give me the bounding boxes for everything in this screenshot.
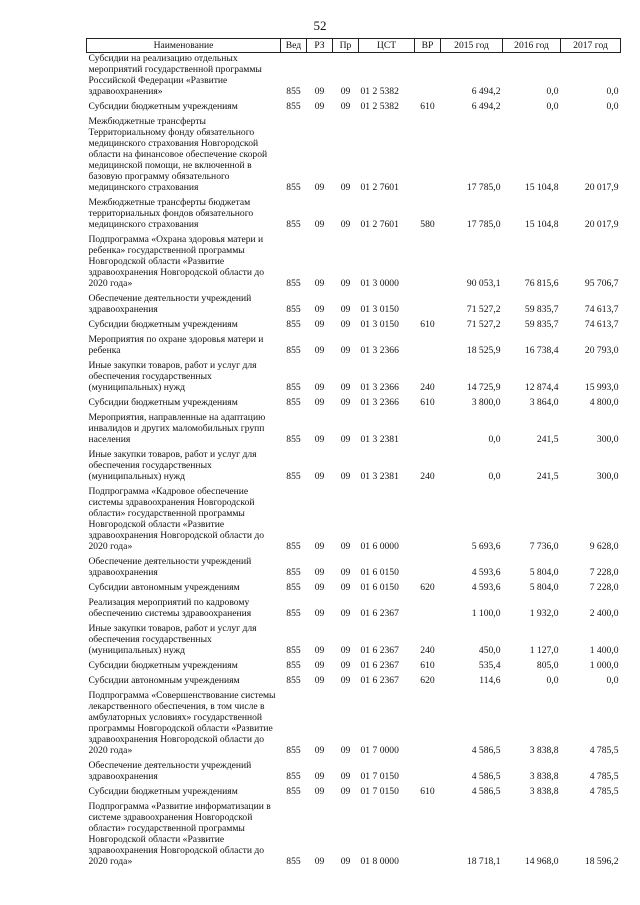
cell-2015: 18 718,1 [466, 856, 501, 867]
cell-name: Субсидии бюджетным учреждениям [88, 660, 238, 671]
cell-pr: 09 [340, 567, 351, 578]
table-row [87, 397, 621, 412]
cell-vr: 580 [420, 219, 435, 230]
cell-pr: 09 [340, 675, 351, 686]
cell-2015: 1 100,0 [471, 608, 501, 619]
cell-rz: 09 [314, 434, 325, 445]
table-row [87, 582, 621, 597]
cell-rz: 09 [314, 219, 325, 230]
cell-ved: 855 [286, 278, 301, 289]
cell-2015: 71 527,2 [466, 319, 501, 330]
cell-cst: 01 2 5382 [360, 101, 399, 112]
cell-2017: 7 228,0 [589, 582, 619, 593]
cell-2016: 0,0 [546, 86, 559, 97]
cell-pr: 09 [340, 304, 351, 315]
cell-cst: 01 7 0000 [360, 745, 399, 756]
cell-2017: 300,0 [596, 434, 619, 445]
cell-2015: 6 494,2 [471, 86, 501, 97]
cell-cst: 01 6 2367 [360, 675, 399, 686]
cell-2017: 74 613,7 [584, 319, 619, 330]
cell-2016: 14 968,0 [524, 856, 559, 867]
cell-rz: 09 [314, 786, 325, 797]
cell-rz: 09 [314, 345, 325, 356]
cell-2016: 1 932,0 [529, 608, 559, 619]
cell-rz: 09 [314, 86, 325, 97]
cell-name: Мероприятия, направленные на адаптацию инвалидов и других маломобильных групп населения [88, 412, 266, 445]
cell-rz: 09 [314, 182, 325, 193]
cell-name: Субсидии автономным учреждениям [88, 582, 240, 593]
cell-vr: 240 [420, 645, 435, 656]
cell-2017: 0,0 [606, 675, 619, 686]
cell-2015: 0,0 [488, 434, 501, 445]
page-number: 52 [313, 18, 327, 33]
cell-2017: 1 400,0 [589, 645, 619, 656]
cell-2017: 20 793,0 [584, 345, 619, 356]
cell-cst: 01 3 2366 [360, 382, 399, 393]
cell-vr: 610 [420, 660, 435, 671]
cell-pr: 09 [340, 608, 351, 619]
cell-name: Субсидии бюджетным учреждениям [88, 786, 238, 797]
cell-rz: 09 [314, 304, 325, 315]
cell-2017: 7 228,0 [589, 567, 619, 578]
cell-2015: 6 494,2 [471, 101, 501, 112]
cell-2015: 535,4 [478, 660, 501, 671]
cell-2016: 5 804,0 [529, 567, 559, 578]
cell-ved: 855 [286, 567, 301, 578]
cell-name: Обеспечение деятельности учреждений здравоохранения [88, 556, 252, 578]
cell-rz: 09 [314, 771, 325, 782]
cell-cst: 01 8 0000 [360, 856, 399, 867]
cell-name: Подпрограмма «Развитие информатизации в системе здравоохранения Новгородской области» государственной программы Новгородской области «Развитие здравоохранения Новгородской области до 2020 года» [88, 801, 271, 867]
header-vr: ВР [415, 39, 441, 53]
cell-cst: 01 6 2367 [360, 608, 399, 619]
table-body [87, 53, 621, 872]
cell-rz: 09 [314, 675, 325, 686]
cell-name: Подпрограмма «Кадровое обеспечение системы здравоохранения Новгородской области» государственной программы Новгородской области «Развитие здравоохранения Новгородской области до 2020 года» [88, 486, 265, 552]
header-rz: РЗ [307, 39, 333, 53]
cell-ved: 855 [286, 856, 301, 867]
cell-rz: 09 [314, 471, 325, 482]
cell-rz: 09 [314, 645, 325, 656]
cell-vr: 620 [420, 582, 435, 593]
cell-2016: 15 104,8 [524, 219, 559, 230]
table-row [87, 690, 621, 760]
table-row [87, 597, 621, 623]
cell-2017: 2 400,0 [589, 608, 619, 619]
cell-ved: 855 [286, 786, 301, 797]
cell-pr: 09 [340, 219, 351, 230]
cell-ved: 855 [286, 101, 301, 112]
cell-cst: 01 2 7601 [360, 219, 399, 230]
table-row [87, 197, 621, 234]
cell-pr: 09 [340, 86, 351, 97]
cell-name: Межбюджетные трансферты Территориальному фонду обязательного медицинского страхования Новгородской области на финансовое обеспечение скорой медицинской помощи, не включенной в базовую программу обязательного медицинского страхования [88, 116, 268, 193]
cell-2017: 95 706,7 [584, 278, 619, 289]
cell-name: Обеспечение деятельности учреждений здравоохранения [88, 760, 252, 782]
cell-name: Подпрограмма «Охрана здоровья матери и ребенка» государственной программы Новгородской области «Развитие здравоохранения Новгородской области до 2020 года» [88, 234, 265, 289]
cell-name: Субсидии бюджетным учреждениям [88, 101, 238, 112]
cell-2015: 17 785,0 [466, 182, 501, 193]
cell-vr [415, 690, 441, 760]
cell-ved: 855 [286, 219, 301, 230]
cell-2017: 0,0 [606, 86, 619, 97]
cell-cst: 01 3 0150 [360, 319, 399, 330]
cell-vr: 240 [420, 471, 435, 482]
cell-rz: 09 [314, 608, 325, 619]
table-row [87, 412, 621, 449]
table-row [87, 101, 621, 116]
header-2017: 2017 год [561, 39, 621, 53]
cell-2017: 20 017,9 [584, 182, 619, 193]
table-row [87, 675, 621, 690]
cell-cst: 01 6 0150 [360, 567, 399, 578]
table-row [87, 319, 621, 334]
cell-cst: 01 7 0150 [360, 771, 399, 782]
cell-ved: 855 [286, 382, 301, 393]
cell-2016: 59 835,7 [524, 319, 559, 330]
cell-rz: 09 [314, 582, 325, 593]
cell-vr [415, 293, 441, 319]
cell-pr: 09 [340, 771, 351, 782]
cell-2017: 4 800,0 [589, 397, 619, 408]
cell-2017: 4 785,5 [589, 786, 619, 797]
cell-cst: 01 6 2367 [360, 645, 399, 656]
table-row [87, 293, 621, 319]
cell-rz: 09 [314, 278, 325, 289]
cell-ved: 855 [286, 745, 301, 756]
cell-vr [415, 234, 441, 293]
cell-cst: 01 6 0150 [360, 582, 399, 593]
cell-2017: 4 785,5 [589, 771, 619, 782]
cell-rz: 09 [314, 745, 325, 756]
header-2015: 2015 год [441, 39, 503, 53]
cell-2016: 15 104,8 [524, 182, 559, 193]
cell-pr: 09 [340, 786, 351, 797]
cell-2015: 450,0 [478, 645, 501, 656]
cell-rz: 09 [314, 319, 325, 330]
cell-2015: 71 527,2 [466, 304, 501, 315]
cell-cst: 01 3 2366 [360, 345, 399, 356]
cell-pr: 09 [340, 182, 351, 193]
cell-ved: 855 [286, 397, 301, 408]
table-row [87, 449, 621, 486]
cell-2016: 3 838,8 [529, 786, 559, 797]
cell-vr: 610 [420, 319, 435, 330]
cell-2015: 14 725,9 [466, 382, 501, 393]
cell-vr: 610 [420, 786, 435, 797]
cell-2016: 1 127,0 [529, 645, 559, 656]
cell-vr: 240 [420, 382, 435, 393]
cell-vr [415, 597, 441, 623]
cell-vr [415, 334, 441, 360]
cell-vr: 620 [420, 675, 435, 686]
cell-ved: 855 [286, 345, 301, 356]
cell-rz: 09 [314, 660, 325, 671]
cell-2015: 4 586,5 [471, 786, 501, 797]
cell-rz: 09 [314, 856, 325, 867]
cell-ved: 855 [286, 304, 301, 315]
cell-2015: 4 593,6 [471, 582, 501, 593]
cell-cst: 01 6 2367 [360, 660, 399, 671]
cell-ved: 855 [286, 182, 301, 193]
cell-vr [415, 412, 441, 449]
cell-pr: 09 [340, 434, 351, 445]
cell-pr: 09 [340, 278, 351, 289]
cell-cst: 01 3 0150 [360, 304, 399, 315]
cell-vr [415, 53, 441, 102]
cell-pr: 09 [340, 382, 351, 393]
cell-vr [415, 801, 441, 871]
cell-pr: 09 [340, 471, 351, 482]
cell-cst: 01 7 0150 [360, 786, 399, 797]
table-row [87, 53, 621, 102]
cell-pr: 09 [340, 397, 351, 408]
cell-name: Подпрограмма «Совершенствование системы лекарственного обеспечения, в том числе в амбулаторных условиях» государственной программы Новгородской области «Развитие здравоохранения Новгородской области до 2020 года» [88, 690, 276, 756]
cell-ved: 855 [286, 675, 301, 686]
header-ved: Вед [281, 39, 307, 53]
cell-2016: 16 738,4 [524, 345, 559, 356]
cell-rz: 09 [314, 567, 325, 578]
cell-2016: 3 838,8 [529, 745, 559, 756]
cell-2017: 20 017,9 [584, 219, 619, 230]
cell-2015: 4 586,5 [471, 745, 501, 756]
cell-pr: 09 [340, 745, 351, 756]
cell-name: Мероприятия по охране здоровья матери и ребенка [88, 334, 264, 356]
header-2016: 2016 год [503, 39, 561, 53]
cell-2017: 9 628,0 [589, 541, 619, 552]
cell-cst: 01 3 2381 [360, 434, 399, 445]
header-name: Наименование [87, 39, 281, 53]
table-row [87, 623, 621, 660]
cell-vr [415, 116, 441, 197]
cell-pr: 09 [340, 101, 351, 112]
cell-ved: 855 [286, 86, 301, 97]
cell-cst: 01 2 5382 [360, 86, 399, 97]
cell-ved: 855 [286, 771, 301, 782]
table-row [87, 116, 621, 197]
cell-pr: 09 [340, 319, 351, 330]
cell-2015: 3 800,0 [471, 397, 501, 408]
header-cst: ЦСТ [359, 39, 415, 53]
cell-pr: 09 [340, 582, 351, 593]
cell-2015: 18 525,9 [466, 345, 501, 356]
cell-vr [415, 760, 441, 786]
header-pr: Пр [333, 39, 359, 53]
cell-name: Межбюджетные трансферты бюджетам территориальных фондов обязательного медицинского страхования [88, 197, 254, 230]
table-row [87, 334, 621, 360]
cell-name: Обеспечение деятельности учреждений здравоохранения [88, 293, 252, 315]
cell-vr: 610 [420, 397, 435, 408]
cell-ved: 855 [286, 608, 301, 619]
cell-pr: 09 [340, 645, 351, 656]
cell-2016: 59 835,7 [524, 304, 559, 315]
cell-2017: 15 993,0 [584, 382, 619, 393]
cell-pr: 09 [340, 345, 351, 356]
cell-rz: 09 [314, 397, 325, 408]
cell-vr: 610 [420, 101, 435, 112]
cell-2017: 4 785,5 [589, 745, 619, 756]
cell-2015: 0,0 [488, 471, 501, 482]
cell-cst: 01 3 2366 [360, 397, 399, 408]
cell-ved: 855 [286, 645, 301, 656]
cell-cst: 01 6 0000 [360, 541, 399, 552]
cell-2016: 241,5 [536, 471, 559, 482]
cell-name: Субсидии бюджетным учреждениям [88, 319, 238, 330]
cell-2016: 7 736,0 [529, 541, 559, 552]
table-row [87, 360, 621, 397]
cell-name: Субсидии автономным учреждениям [88, 675, 240, 686]
cell-ved: 855 [286, 541, 301, 552]
cell-pr: 09 [340, 856, 351, 867]
cell-name: Иные закупки товаров, работ и услуг для обеспечения государственных (муниципальных) нужд [88, 623, 257, 656]
cell-name: Иные закупки товаров, работ и услуг для обеспечения государственных (муниципальных) нужд [88, 360, 257, 393]
budget-table [86, 38, 621, 871]
cell-2017: 300,0 [596, 471, 619, 482]
cell-2017: 74 613,7 [584, 304, 619, 315]
cell-ved: 855 [286, 582, 301, 593]
cell-2015: 114,6 [479, 675, 501, 686]
table-row [87, 234, 621, 293]
table-row [87, 486, 621, 556]
cell-pr: 09 [340, 660, 351, 671]
cell-2016: 241,5 [536, 434, 559, 445]
cell-2017: 0,0 [606, 101, 619, 112]
cell-2016: 0,0 [546, 675, 559, 686]
cell-2016: 12 874,4 [524, 382, 559, 393]
table-header-row [87, 39, 621, 53]
cell-cst: 01 3 2381 [360, 471, 399, 482]
cell-rz: 09 [314, 541, 325, 552]
cell-cst: 01 2 7601 [360, 182, 399, 193]
table-row [87, 786, 621, 801]
cell-2016: 3 838,8 [529, 771, 559, 782]
cell-ved: 855 [286, 319, 301, 330]
cell-rz: 09 [314, 101, 325, 112]
cell-2016: 0,0 [546, 101, 559, 112]
cell-2016: 3 864,0 [529, 397, 559, 408]
cell-ved: 855 [286, 660, 301, 671]
cell-name: Иные закупки товаров, работ и услуг для обеспечения государственных (муниципальных) нужд [88, 449, 257, 482]
cell-vr [415, 486, 441, 556]
cell-name: Субсидии на реализацию отдельных мероприятий государственной программы Российской Федерации «Развитие здравоохранения» [88, 53, 262, 97]
cell-2016: 5 804,0 [529, 582, 559, 593]
cell-ved: 855 [286, 471, 301, 482]
cell-2015: 5 693,6 [471, 541, 501, 552]
table-row [87, 801, 621, 871]
table-row [87, 556, 621, 582]
cell-2017: 1 000,0 [589, 660, 619, 671]
cell-rz: 09 [314, 382, 325, 393]
cell-pr: 09 [340, 541, 351, 552]
cell-ved: 855 [286, 434, 301, 445]
cell-2015: 4 586,5 [471, 771, 501, 782]
table-row [87, 660, 621, 675]
cell-2017: 18 596,2 [584, 856, 619, 867]
cell-name: Реализация мероприятий по кадровому обеспечению системы здравоохранения [88, 597, 252, 619]
table-row [87, 760, 621, 786]
cell-cst: 01 3 0000 [360, 278, 399, 289]
cell-2016: 76 815,6 [524, 278, 559, 289]
cell-2015: 17 785,0 [466, 219, 501, 230]
cell-vr [415, 556, 441, 582]
cell-2016: 805,0 [536, 660, 559, 671]
cell-2015: 4 593,6 [471, 567, 501, 578]
cell-2015: 90 053,1 [466, 278, 501, 289]
cell-name: Субсидии бюджетным учреждениям [88, 397, 238, 408]
